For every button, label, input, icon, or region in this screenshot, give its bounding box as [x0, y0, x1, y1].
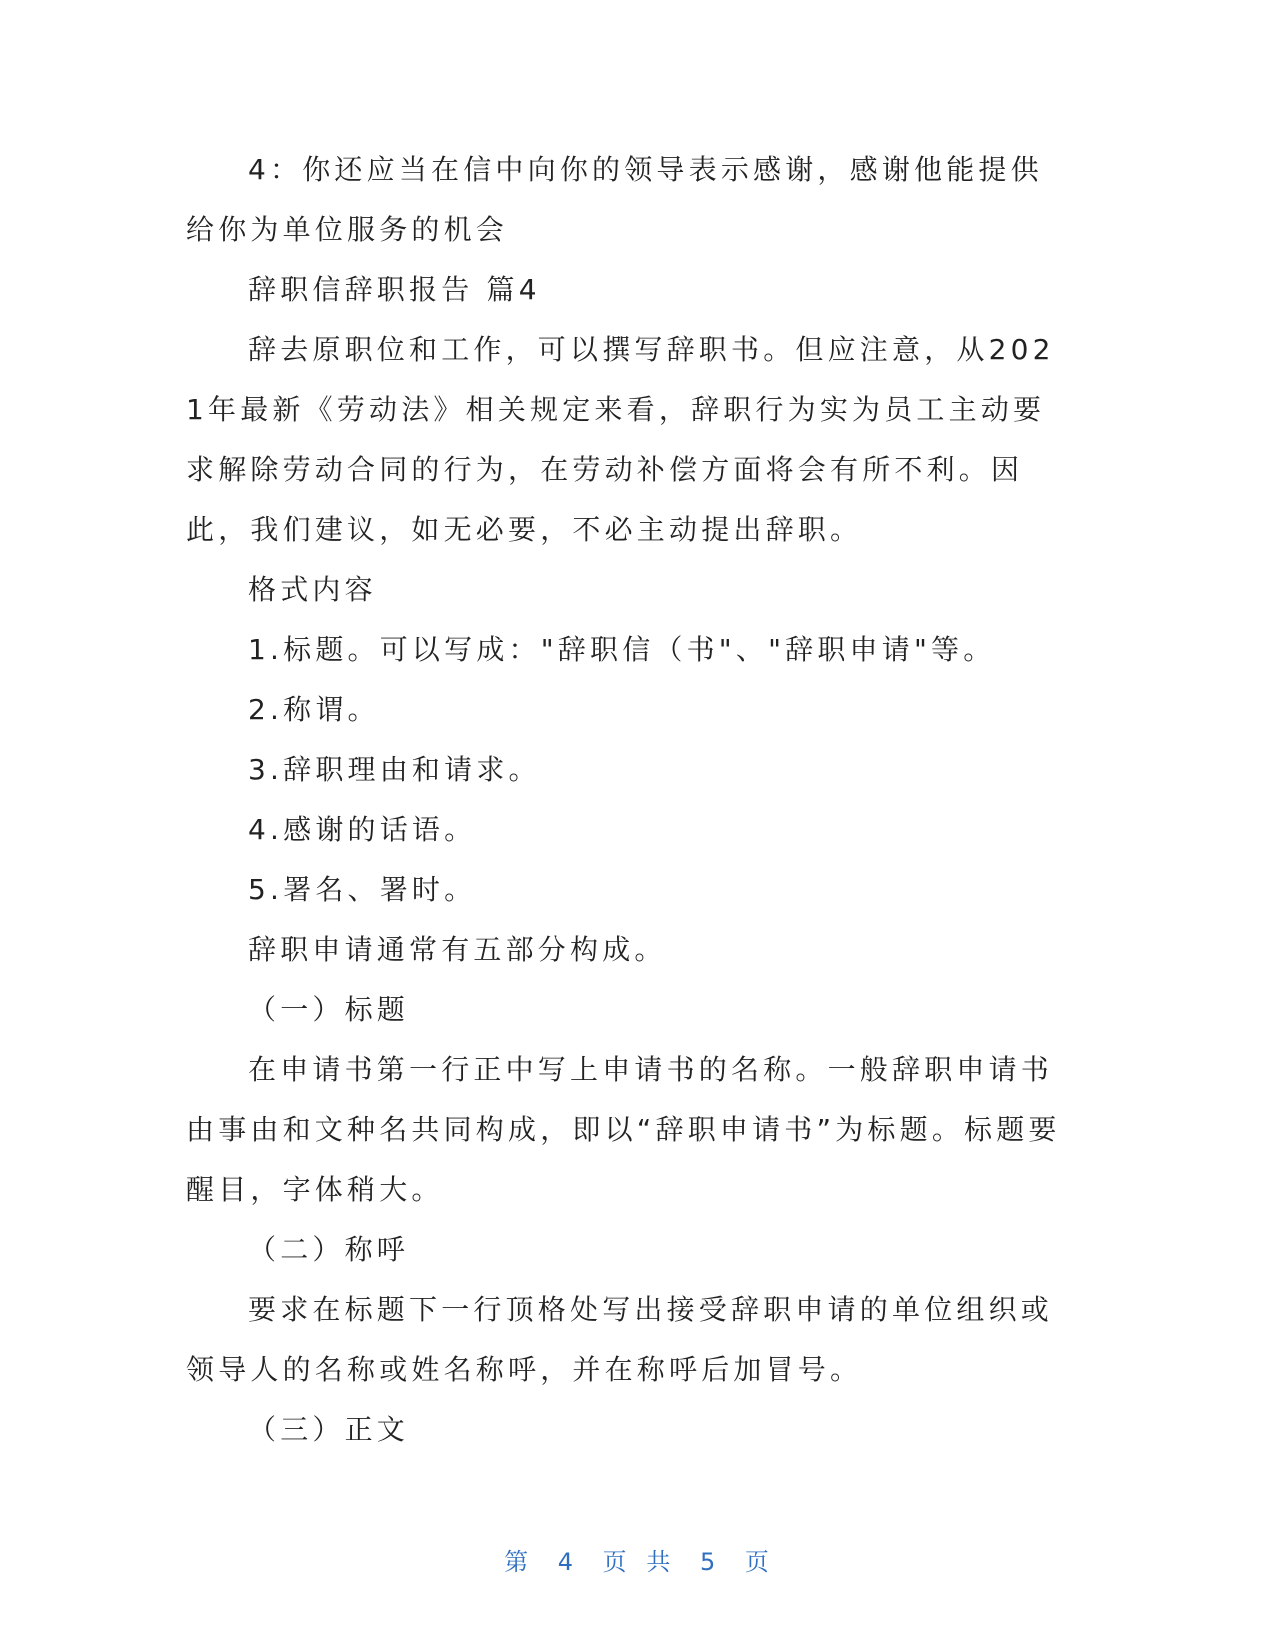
document-body	[186, 140, 1066, 1460]
footer-current-page: 4	[557, 1548, 576, 1576]
paragraph-structure: 辞职申请通常有五部分构成。	[248, 933, 667, 966]
subheading-body: （三）正文	[248, 1413, 410, 1446]
paragraph-salutation-desc: 要求在标题下一行顶格处写出接受辞职申请的单位组织或领导人的名称或姓名称呼，并在称呼后加冒号。	[186, 1293, 1054, 1386]
paragraph-thanks-tip: 4：你还应当在信中向你的领导表示感谢，感谢他能提供给你为单位服务的机会	[186, 153, 1043, 246]
list-item: 1.标题。可以写成："辞职信（书"、"辞职申请"等。	[248, 633, 996, 666]
section-heading: 辞职信辞职报告 篇4	[248, 273, 541, 306]
list-item: 4.感谢的话语。	[248, 813, 477, 846]
list-item: 5.署名、署时。	[248, 873, 477, 906]
subheading-salutation: （二）称呼	[248, 1233, 410, 1266]
footer-total-pages: 5	[699, 1548, 718, 1576]
format-heading: 格式内容	[248, 573, 377, 606]
subheading-title: （一）标题	[248, 993, 410, 1026]
footer-total-label: 共	[646, 1548, 673, 1576]
page-footer	[0, 1542, 1275, 1577]
list-item: 3.辞职理由和请求。	[248, 753, 541, 786]
footer-total-unit: 页	[744, 1548, 771, 1576]
paragraph-title-desc: 在申请书第一行正中写上申请书的名称。一般辞职申请书由事由和文种名共同构成，即以“辞职申请书”为标题。标题要醒目，字体稍大。	[186, 1053, 1061, 1206]
paragraph-intro: 辞去原职位和工作，可以撰写辞职书。但应注意，从2021年最新《劳动法》相关规定来看，辞职行为实为员工主动要求解除劳动合同的行为，在劳动补偿方面将会有所不利。因此，我们建议，如无必要，不必主动提出辞职。	[186, 333, 1055, 546]
footer-page-unit: 页	[602, 1548, 629, 1576]
footer-page-label: 第	[504, 1548, 531, 1576]
list-item: 2.称谓。	[248, 693, 380, 726]
